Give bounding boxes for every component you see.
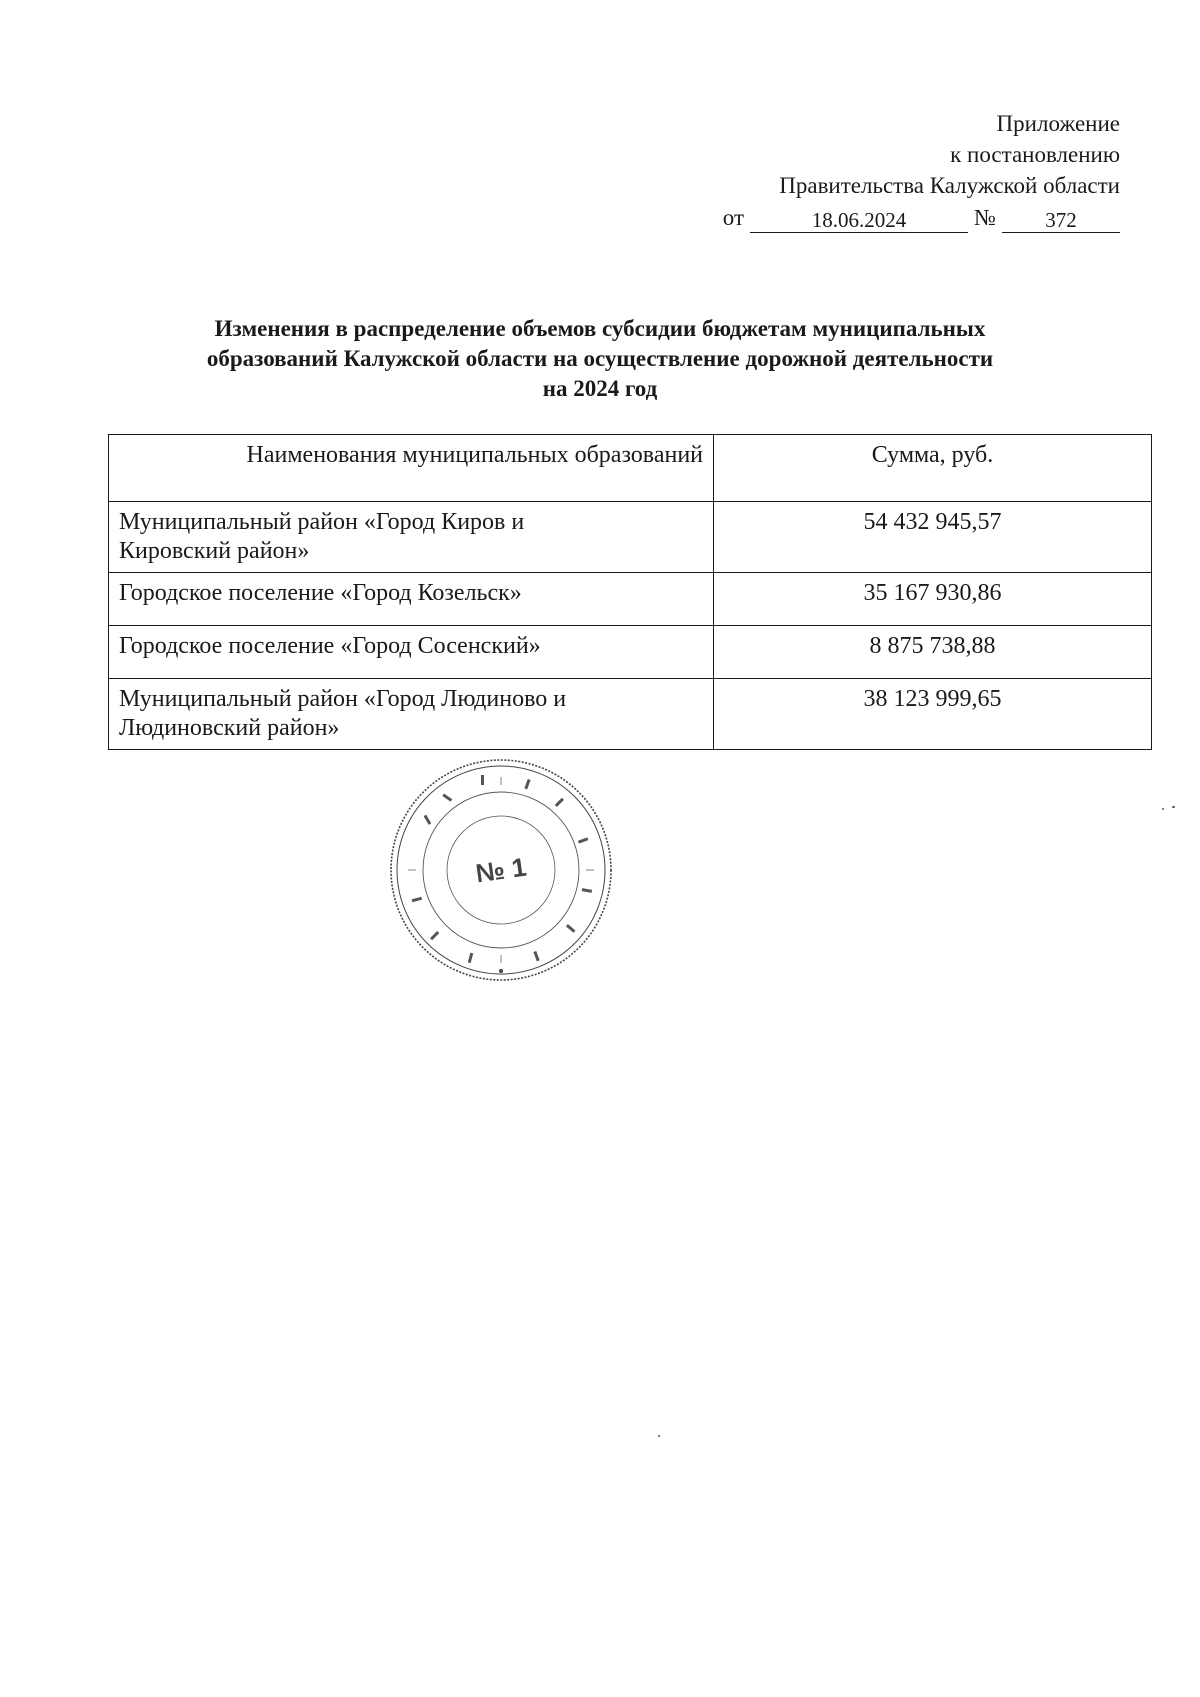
decree-number: 372 — [1002, 208, 1120, 233]
scan-speck — [1162, 808, 1164, 810]
subsidy-allocation-table — [108, 434, 1152, 750]
table-row — [109, 679, 1152, 750]
municipality-name-line: Городское поселение «Город Козельск» — [119, 580, 522, 606]
appendix-title: Приложение — [996, 111, 1120, 136]
table-header-row — [109, 435, 1152, 502]
appendix-decree-ref: к постановлению — [950, 142, 1120, 167]
municipality-name — [109, 573, 714, 626]
municipality-name-line: Кировский район» — [119, 538, 310, 564]
table-row — [109, 626, 1152, 679]
subsidy-amount: 8 875 738,88 — [714, 626, 1152, 679]
title-line-3: на 2024 год — [542, 376, 658, 401]
scan-speck — [1172, 806, 1175, 808]
decree-date: 18.06.2024 — [750, 208, 968, 233]
table-row — [109, 573, 1152, 626]
number-label: № — [974, 205, 996, 230]
from-label: от — [722, 205, 745, 230]
municipality-name-line: Городское поселение «Город Сосенский» — [119, 633, 541, 659]
decree-date-row — [723, 202, 1120, 233]
seal-number: № 1 — [473, 851, 529, 889]
document-title — [120, 314, 1080, 404]
table-row — [109, 502, 1152, 573]
subsidy-amount: 35 167 930,86 — [714, 573, 1152, 626]
official-seal-stamp — [386, 755, 616, 985]
column-header-name: Наименования муниципальных образований — [109, 435, 714, 502]
appendix-header — [723, 108, 1120, 233]
column-header-amount: Сумма, руб. — [714, 435, 1152, 502]
subsidy-amount: 54 432 945,57 — [714, 502, 1152, 573]
municipality-name — [109, 679, 714, 750]
municipality-name-line: Людиновский район» — [119, 715, 340, 741]
scan-speck — [658, 1435, 660, 1437]
subsidy-amount: 38 123 999,65 — [714, 679, 1152, 750]
title-line-2: образований Калужской области на осуществление дорожной деятельности — [206, 346, 994, 371]
appendix-authority: Правительства Калужской области — [779, 173, 1120, 198]
municipality-name-line: Муниципальный район «Город Людиново и — [119, 686, 567, 712]
municipality-name — [109, 502, 714, 573]
municipality-name-line: Муниципальный район «Город Киров и — [119, 509, 525, 535]
municipality-name — [109, 626, 714, 679]
title-line-1: Изменения в распределение объемов субсидии бюджетам муниципальных — [214, 316, 986, 341]
